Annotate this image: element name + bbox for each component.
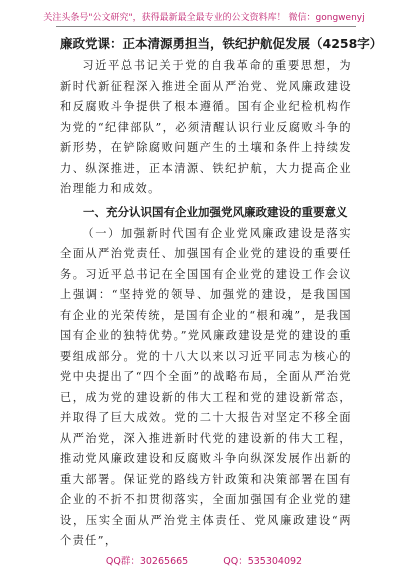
header-banner: 关注头条号"公文研究"，获得最新最全最专业的公文资料库！ 微信：gongwenyj (43, 13, 365, 23)
intro-paragraph: 习近平总书记关于党的自我革命的重要思想，为新时代新征程深入推进全面从严治党、党风廉政建设和反腐败斗争提供了根本遵循。国有企业纪检机构作为党的“纪律部队”，必须清醒认识行业反腐败斗争的新形势，在铲除腐败问题产生的土壤和条件上持续发力、纵深推进，正本清源、铁纪护航，大力提高企业治理能力和成效。 (60, 59, 352, 195)
section-heading-1: 一、充分认识国有企业加强党风廉政建设的重要意义 (83, 204, 348, 219)
footer-contact (0, 553, 408, 567)
header-divider (56, 26, 356, 27)
footer-qq-group: QQ群：30265665 (105, 556, 189, 567)
section-1-paragraph: （一）加强新时代国有企业党风廉政建设是落实全面从严治党责任、加强国有企业党的建设的重要任务。习近平总书记在全国国有企业党的建设工作会议上强调：“坚持党的领导、加强党的建设，是我国国有企业的光荣传统，是国有企业的“根和魂”，是我国国有企业的独特优势。”党风廉政建设是党的建设的重要组成部分。党的十八大以来以习近平同志为核心的党中央提出了“四个全面”的战略布局，全面从严治党已，成为党的建设新的伟大工程和党的建设新常态，并取得了巨大成效。党的二十大报告对坚定不移全面从严治党，深入推进新时代党的建设新的伟大工程，推动党风廉政建设和反腐败斗争向纵深发展作出新的重大部署。保证党的路线方针政策和决策部署在国有企业的不折不扣贯彻落实，全面加强国有企业党的建设，压实全面从严治党主体责任、党风廉政建设“两个责任”， (60, 226, 352, 547)
footer-qq: QQ：535304092 (223, 556, 303, 567)
document-body (60, 34, 383, 552)
document-title: 廉政党课：正本清源勇担当，铁纪护航促发展（4258字） (60, 36, 383, 51)
